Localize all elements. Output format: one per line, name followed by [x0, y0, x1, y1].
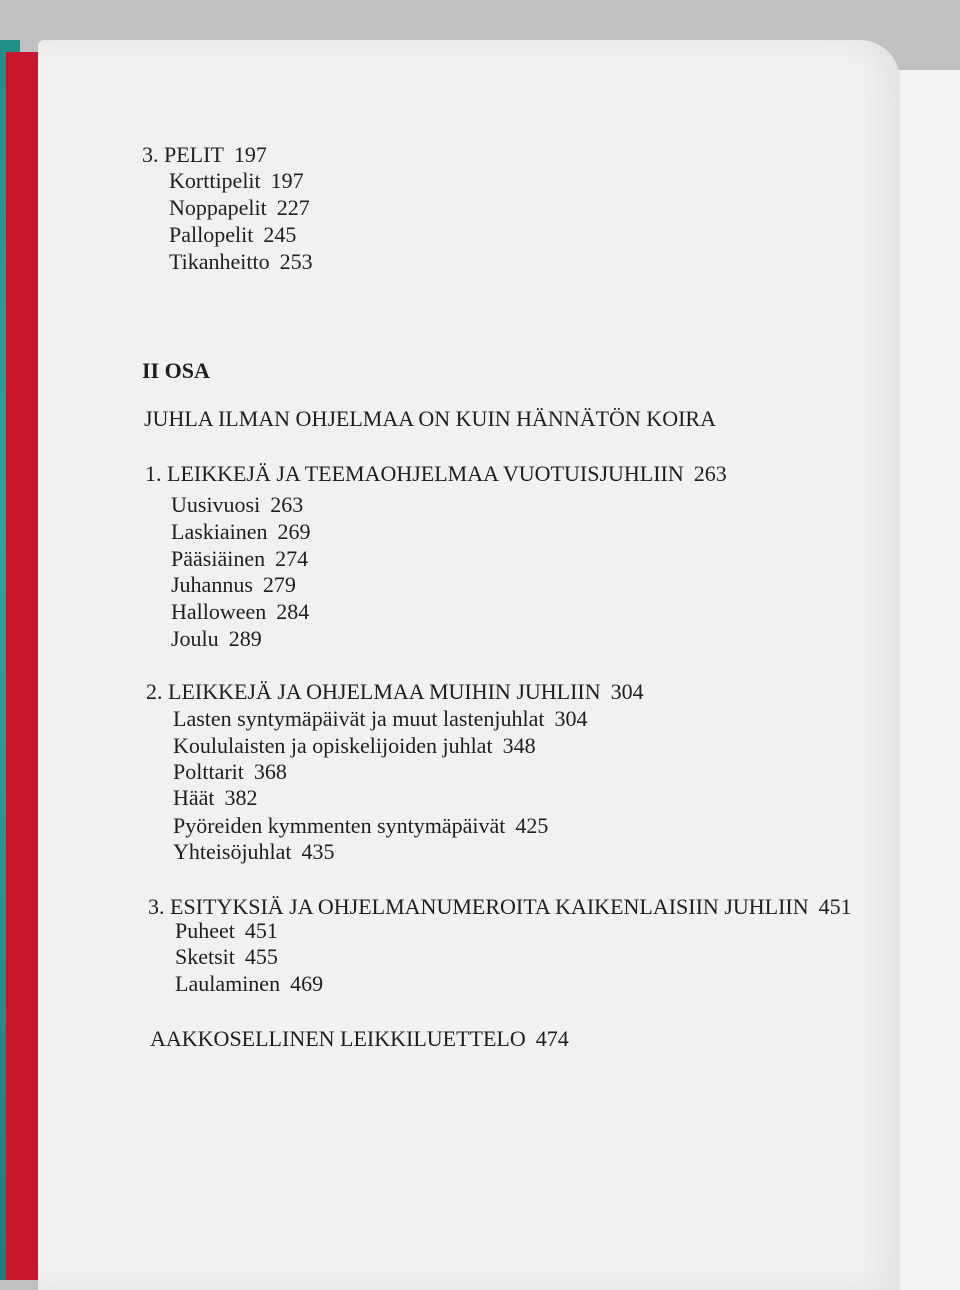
toc-item-label: Tikanheitto — [169, 249, 270, 274]
toc-item — [169, 168, 304, 194]
toc-entry-title: 3. ESITYKSIÄ JA OHJELMANUMEROITA KAIKENLAISIIN JUHLIIN — [148, 894, 809, 919]
toc-item-page: 425 — [515, 813, 549, 838]
toc-item — [171, 572, 296, 598]
toc-item-page: 263 — [270, 492, 304, 517]
toc-item-page: 304 — [554, 706, 588, 731]
toc-item — [171, 492, 303, 518]
toc-entry-page: 304 — [610, 679, 644, 704]
toc-item-page: 253 — [279, 249, 313, 274]
toc-item-page: 451 — [244, 918, 278, 943]
toc-item-label: Puheet — [175, 918, 235, 943]
toc-section-pelit — [142, 142, 267, 168]
toc-item-page: 368 — [253, 759, 287, 784]
toc-item-label: Polttarit — [173, 759, 244, 784]
toc-item-label: Laskiainen — [171, 519, 268, 544]
toc-item — [173, 839, 335, 865]
toc-item — [171, 599, 309, 625]
toc-entry-page: 197 — [233, 142, 267, 167]
toc-entry-page: 474 — [535, 1026, 569, 1051]
toc-chapter-2 — [146, 679, 644, 705]
toc-item — [173, 759, 287, 785]
toc-item-label: Yhteisöjuhlat — [173, 839, 292, 864]
toc-item-label: Noppapelit — [169, 195, 267, 220]
toc-chapter-3 — [148, 894, 852, 920]
part-title: JUHLA ILMAN OHJELMAA ON KUIN HÄNNÄTÖN KOIRA — [144, 406, 716, 431]
toc-item-label: Laulaminen — [175, 971, 281, 996]
toc-index-entry — [150, 1026, 569, 1052]
toc-entry-title: 2. LEIKKEJÄ JA OHJELMAA MUIHIN JUHLIIN — [146, 679, 601, 704]
toc-entry-title: 1. LEIKKEJÄ JA TEEMAOHJELMAA VUOTUISJUHLIIN — [145, 461, 684, 486]
toc-item-label: Häät — [173, 785, 215, 810]
part-heading: II OSA — [142, 358, 210, 383]
toc-item-label: Pyöreiden kymmenten syntymäpäivät — [173, 813, 506, 838]
toc-entry-title: AAKKOSELLINEN LEIKKILUETTELO — [150, 1026, 526, 1051]
toc-item — [173, 813, 548, 839]
toc-item-page: 279 — [262, 572, 296, 597]
toc-chapter-1 — [145, 461, 727, 487]
toc-entry-title: 3. PELIT — [142, 142, 224, 167]
toc-item — [171, 546, 308, 572]
toc-item-page: 274 — [275, 546, 309, 571]
toc-item — [175, 918, 278, 944]
toc-item — [175, 971, 323, 997]
toc-item-page: 435 — [301, 839, 335, 864]
book-page — [38, 40, 900, 1290]
toc-entry-page: 263 — [693, 461, 727, 486]
toc-item-label: Koululaisten ja opiskelijoiden juhlat — [173, 733, 493, 758]
toc-item — [173, 785, 258, 811]
toc-item — [169, 249, 313, 275]
toc-item-page: 269 — [277, 519, 311, 544]
toc-entry-page: 451 — [818, 894, 852, 919]
toc-item-page: 197 — [270, 168, 304, 193]
toc-item-label: Uusivuosi — [171, 492, 261, 517]
toc-item-label: Lasten syntymäpäivät ja muut lastenjuhlat — [173, 706, 545, 731]
toc-item-page: 245 — [263, 222, 297, 247]
toc-item-label: Pääsiäinen — [171, 546, 266, 571]
toc-item — [171, 519, 311, 545]
toc-item — [175, 944, 278, 970]
toc-item-label: Joulu — [171, 626, 219, 651]
toc-item — [169, 195, 310, 221]
toc-item-label: Juhannus — [171, 572, 253, 597]
toc-item-page: 348 — [502, 733, 536, 758]
toc-item-label: Halloween — [171, 599, 267, 624]
toc-item-page: 382 — [224, 785, 258, 810]
toc-item-page: 289 — [228, 626, 262, 651]
toc-item-page: 227 — [276, 195, 310, 220]
toc-item — [171, 626, 262, 652]
toc-item-label: Korttipelit — [169, 168, 261, 193]
toc-item-page: 455 — [244, 944, 278, 969]
toc-item-label: Sketsit — [175, 944, 235, 969]
facing-page-edge — [890, 70, 960, 1290]
toc-item-label: Pallopelit — [169, 222, 254, 247]
toc-item — [173, 706, 587, 732]
toc-item-page: 284 — [276, 599, 310, 624]
toc-item-page: 469 — [290, 971, 324, 996]
toc-item — [169, 222, 296, 248]
toc-item — [173, 733, 536, 759]
